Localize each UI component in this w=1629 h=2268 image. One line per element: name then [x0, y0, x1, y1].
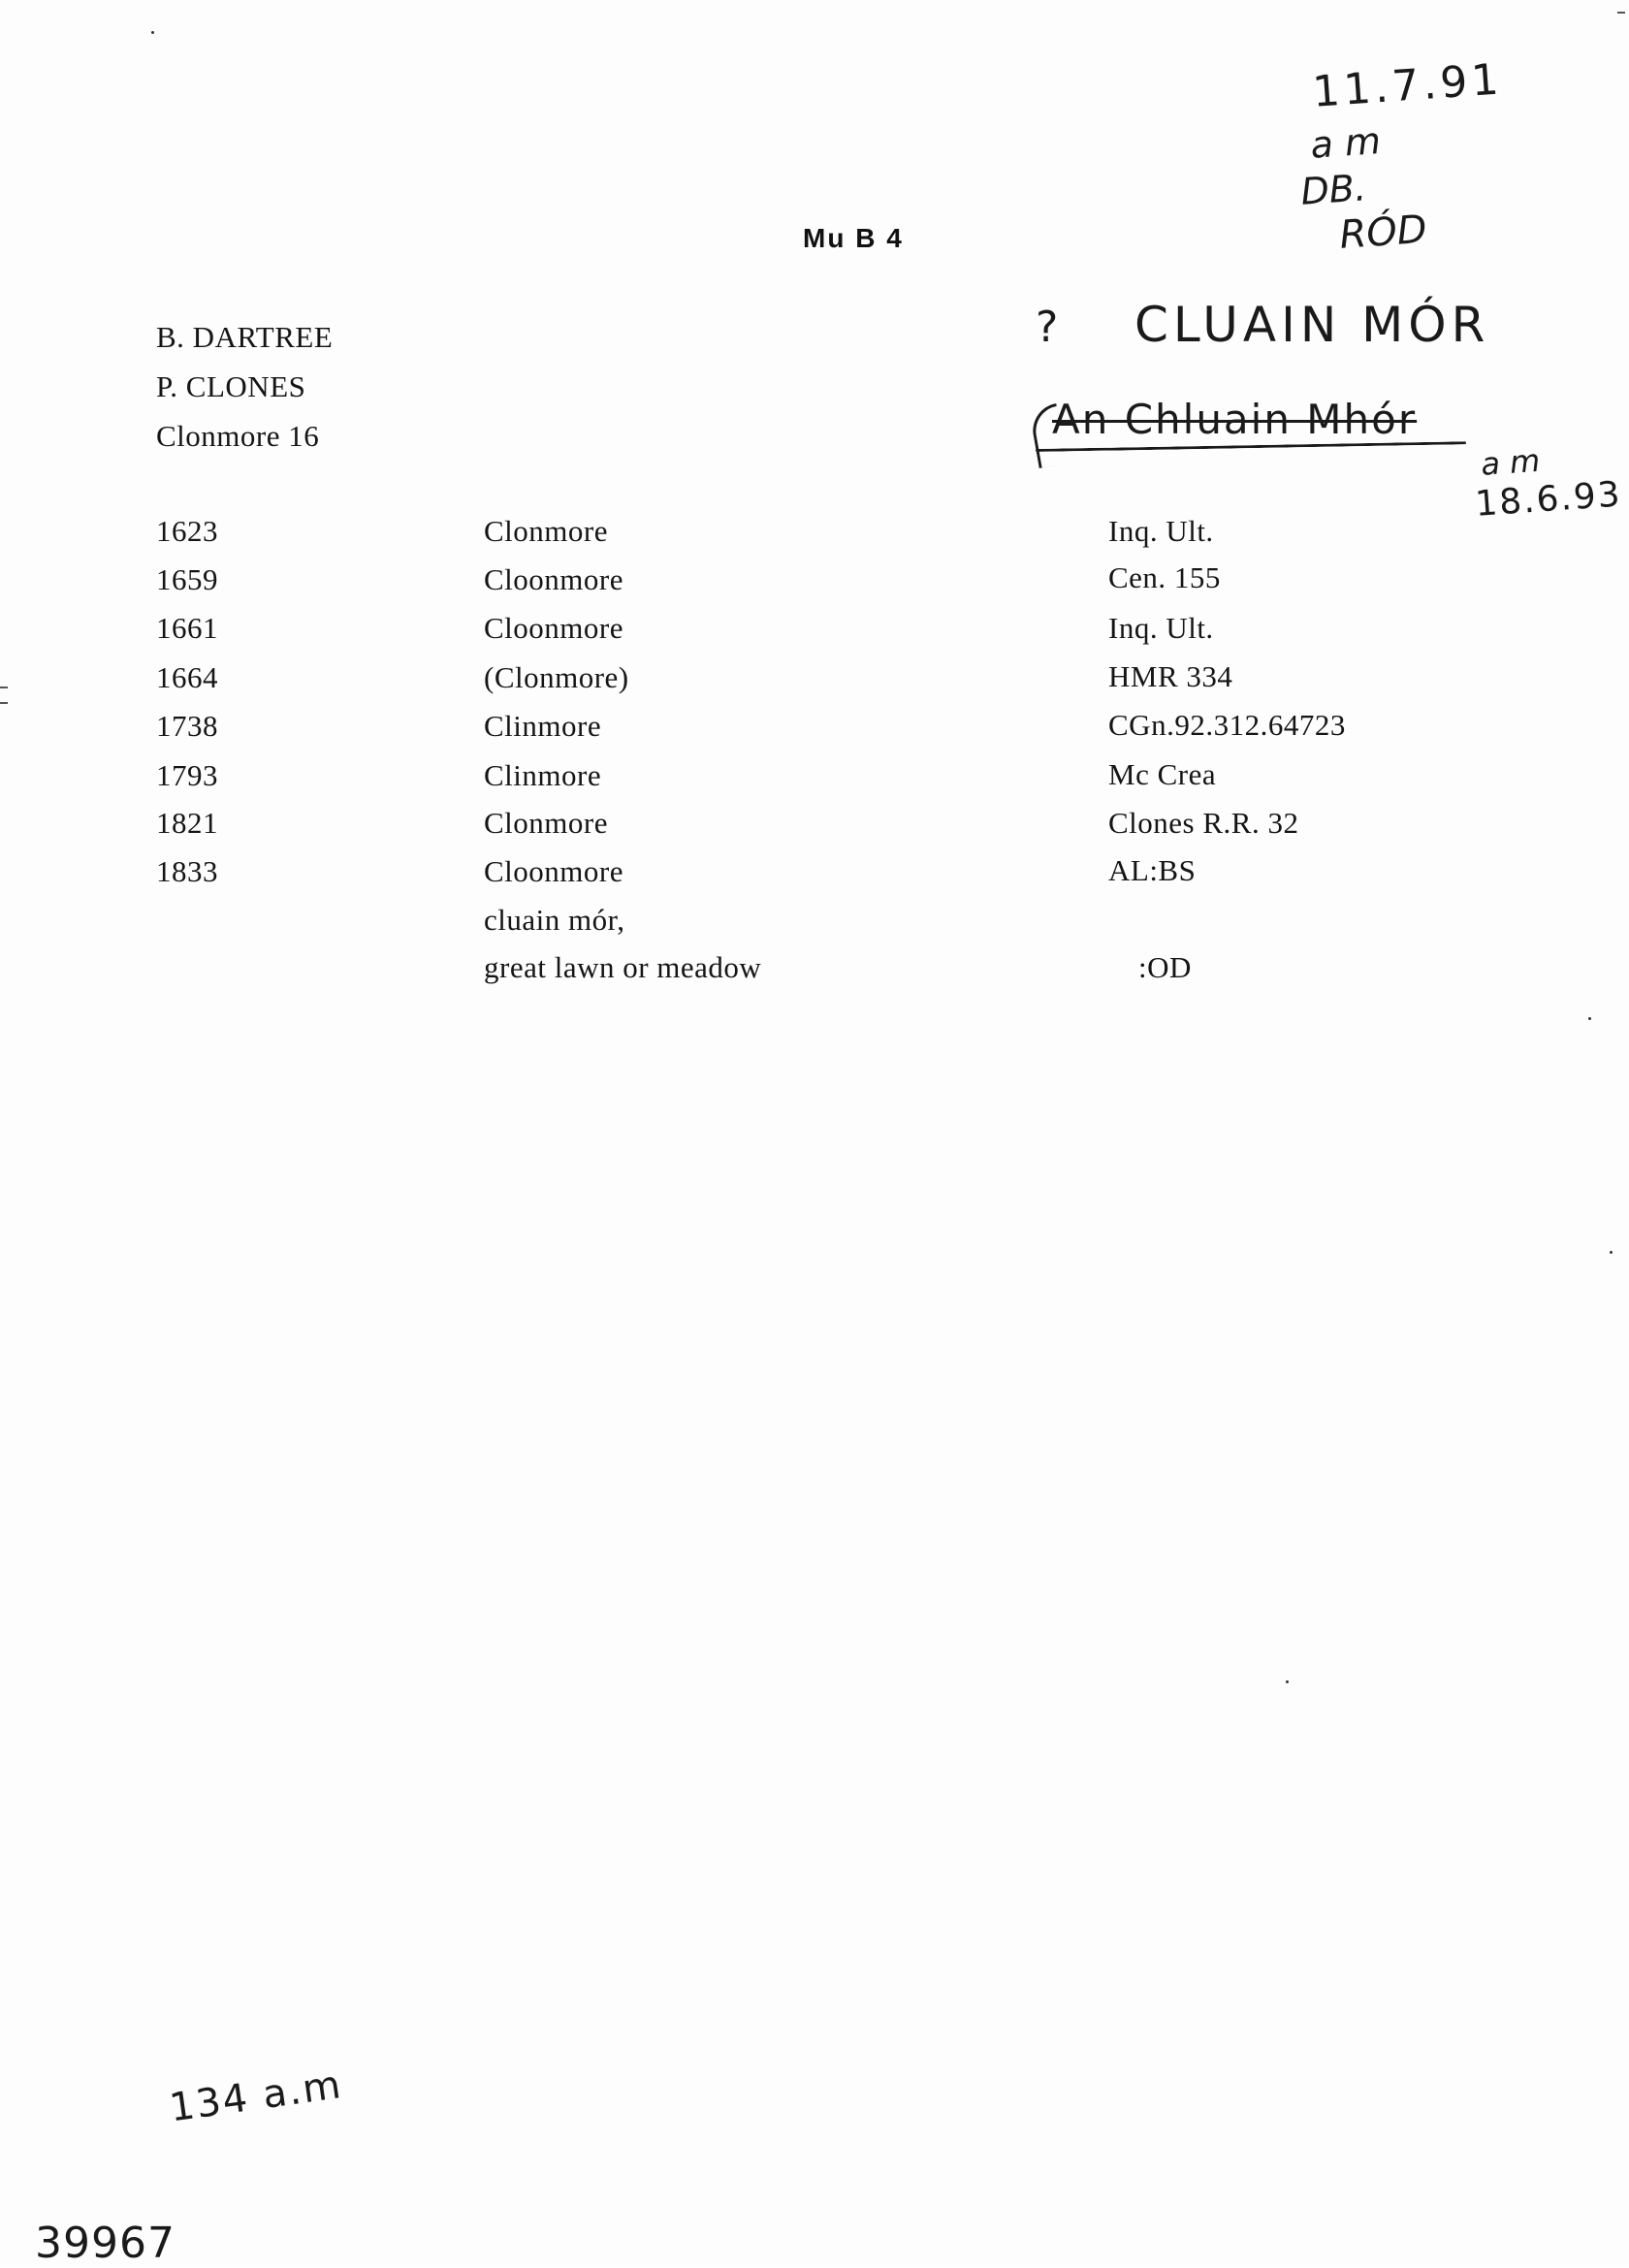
struck-irish-name: An Chluain Mhór — [1052, 396, 1418, 443]
revision-date: 18.6.93 — [1474, 474, 1623, 525]
handwritten-initials: RÓD — [1338, 207, 1429, 258]
record-year: 1661 — [156, 611, 218, 645]
record-year: 1659 — [156, 562, 218, 596]
townland-label: Clonmore 16 — [156, 419, 320, 453]
parish-label: P. CLONES — [156, 369, 306, 403]
file-number: 39967 — [35, 2219, 176, 2268]
interpretation-source: :OD — [1138, 950, 1192, 984]
scan-edge-mark — [1617, 12, 1625, 14]
scan-speck — [151, 31, 154, 34]
record-source: Inq. Ult. — [1108, 514, 1214, 548]
record-source: Mc Crea — [1108, 757, 1217, 791]
record-form: Clinmore — [484, 758, 602, 792]
record-form: Clonmore — [484, 806, 608, 840]
english-meaning: great lawn or meadow — [484, 950, 762, 984]
document-code: Mu B 4 — [803, 223, 904, 253]
record-form: (Clonmore) — [484, 660, 629, 694]
irish-form: cluain mór, — [484, 903, 625, 937]
record-form: Cloonmore — [484, 562, 623, 596]
barony-label: B. DARTREE — [156, 320, 334, 354]
record-source: HMR 334 — [1108, 659, 1233, 693]
scan-speck — [1286, 1680, 1289, 1683]
handwritten-initials: a m — [1309, 118, 1383, 167]
proposed-irish-name: CLUAIN MÓR — [1134, 297, 1490, 353]
scan-speck — [1610, 1251, 1613, 1254]
scan-speck — [1588, 1017, 1591, 1020]
record-source: Inq. Ult. — [1108, 611, 1214, 645]
query-mark: ? — [1036, 303, 1059, 352]
scan-edge-mark — [0, 687, 8, 688]
record-source: CGn.92.312.64723 — [1108, 708, 1346, 742]
record-source: Cen. 155 — [1108, 560, 1221, 594]
record-form: Cloonmore — [484, 611, 623, 645]
record-source: Clones R.R. 32 — [1108, 806, 1299, 840]
record-year: 1793 — [156, 758, 218, 792]
handwritten-initials: DB. — [1299, 166, 1368, 213]
record-year: 1623 — [156, 514, 218, 548]
scan-edge-mark — [0, 702, 8, 704]
record-year: 1738 — [156, 709, 218, 743]
record-form: Clinmore — [484, 709, 602, 743]
record-form: Clonmore — [484, 514, 608, 548]
record-form: Cloonmore — [484, 854, 623, 888]
record-year: 1664 — [156, 660, 218, 694]
handwritten-date: 11.7.91 — [1311, 54, 1505, 117]
footer-note: 134 a.m — [167, 2062, 345, 2131]
record-year: 1821 — [156, 806, 218, 840]
record-source: AL:BS — [1108, 853, 1197, 887]
record-year: 1833 — [156, 854, 218, 888]
revision-initials: a m — [1480, 441, 1542, 483]
